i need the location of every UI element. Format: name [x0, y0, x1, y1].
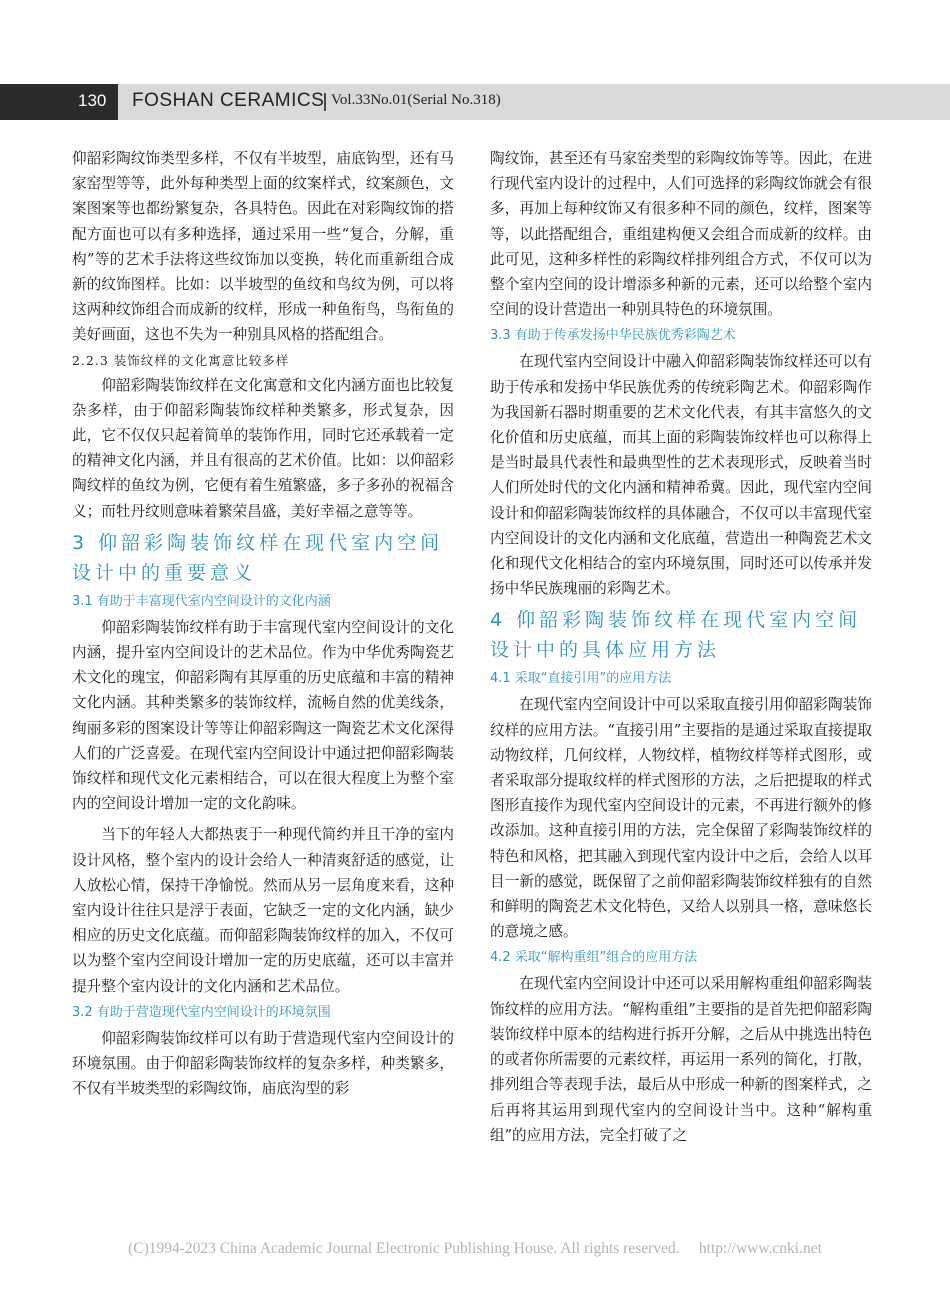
heading-4-2: 4.2 采取“解构重组”组合的应用方法 [490, 950, 698, 966]
paragraph-3-2-continued: 陶纹饰，甚至还有马家窑类型的彩陶纹饰等等。因此，在进行现代室内设计的过程中，人们可选择的彩陶纹饰就会有很多，再加上每种纹饰又有很多种不同的颜色，纹样，图案等等，以此搭配组合，重组建构便又会组合而成新的纹样。由此可见，这种多样性的彩陶纹样排列组合方式，不仅可以为整个室内空间的设计增添多种新的元素，还可以给整个室内空间的设计营造出一种别具特色的环境氛围。 [490, 150, 872, 319]
paragraph-continued: 仰韶彩陶纹饰类型多样，不仅有半坡型，庙底钩型，还有马家窑型等等，此外每种类型上面的纹案样式，纹案颜色，文案图案等也都纷繁复杂，各具特色。因此在对彩陶纹饰的搭配方面也可以有多种选择，通过采用一些“复合，分解，重构”等的艺术手法将这些纹饰加以变换，转化而重新组合成新的纹饰图样。比如：以半坡型的鱼纹和鸟纹为例，可以将这两种纹饰组合而成新的纹样，形成一种鱼衔鸟，鸟衔鱼的美好画面，这也不失为一种别具风格的搭配组合。 [72, 150, 454, 344]
copyright-text: (C)1994-2023 China Academic Journal Electronic Publishing House. All rights reserved. [128, 1240, 680, 1257]
footer-url: http://www.cnki.net [698, 1240, 822, 1257]
heading-section-3: 3 仰韶彩陶装饰纹样在现代室内空间设计中的重要意义 [72, 531, 444, 584]
journal-name: FOSHAN CERAMICS [132, 90, 325, 111]
paragraph-2-2-3: 仰韶彩陶装饰纹样在文化寓意和文化内涵方面也比较复杂多样，由于仰韶彩陶装饰纹样种类繁多，形式复杂，因此，它不仅仅只起着简单的装饰作用，同时它还承载着一定的精神文化内涵，并且有很高的艺术价值。比如：以仰韶彩陶纹样的鱼纹为例，它便有着生殖繁盛，多子多孙的祝福含义；而牡丹纹则意味着繁荣昌盛，美好幸福之意等等。 [72, 376, 454, 520]
heading-2-2-3: 2.2.3 装饰纹样的文化寓意比较多样 [72, 352, 290, 368]
paragraph-4-2: 在现代室内空间设计中还可以采用解构重组仰韶彩陶装饰纹样的应用方法。“解构重组”主要指的是首先把仰韶彩陶装饰纹样中原本的结构进行拆开分解，之后从中挑选出特色的或者你所需要的元素纹样，再运用一系列的简化，打散，排列组合等表现手法，最后从中形成一种新的图案样式，之后再将其运用到现代室内的空间设计当中。这种“解构重组”的应用方法，完全打破了之 [490, 975, 872, 1144]
heading-section-4: 4 仰韶彩陶装饰纹样在现代室内空间设计中的具体应用方法 [490, 609, 862, 662]
paragraph-3-1-a: 仰韶彩陶装饰纹样有助于丰富现代室内空间设计的文化内涵，提升室内空间设计的艺术品位。作为中华优秀陶瓷艺术文化的瑰宝，仰韶彩陶有其厚重的历史底蕴和丰富的精神文化内涵。其种类繁多的装饰纹样，流畅自然的优美线条，绚丽多彩的图案设计等等让仰韶彩陶这一陶瓷艺术文化深得人们的广泛喜爱。在现代室内空间设计中通过把仰韶彩陶装饰纹样和现代文化元素相结合，可以在很大程度上为整个室内的空间设计增加一定的文化韵味。 [72, 618, 454, 813]
copyright-footer [0, 1240, 950, 1258]
heading-4-1: 4.1 采取“直接引用”的应用方法 [490, 671, 672, 687]
left-column [72, 146, 454, 1102]
issue-info: Vol.33No.01(Serial No.318) [331, 92, 501, 108]
paragraph-3-2: 仰韶彩陶装饰纹样可以有助于营造现代室内空间设计的环境氛围。由于仰韶彩陶装饰纹样的复杂多样，种类繁多，不仅有半坡类型的彩陶纹饰，庙底沟型的彩 [72, 1029, 454, 1098]
page-number: 130 [78, 91, 107, 110]
paragraph-3-1-b: 当下的年轻人大都热衷于一种现代简约并且干净的室内设计风格，整个室内的设计会给人一种清爽舒适的感觉，让人放松心情，保持干净愉悦。然而从另一层角度来看，这种室内设计往往只是浮于表面，它缺乏一定的文化内涵，缺少相应的历史文化底蕴。而仰韶彩陶装饰纹样的加入，不仅可以为整个室内空间设计增加一定的历史底蕴，还可以丰富并提升整个室内设计的文化内涵和艺术品位。 [72, 826, 454, 995]
heading-3-1: 3.1 有助于丰富现代室内空间设计的文化内涵 [72, 593, 331, 609]
paragraph-4-1: 在现代室内空间设计中可以采取直接引用仰韶彩陶装饰纹样的应用方法。“直接引用”主要指的是通过采取直接提取动物纹样，几何纹样，人物纹样，植物纹样等样式图形，或者采取部分提取纹样的样式图形的方法，之后把提取的样式图形直接作为现代室内空间设计的元素，不再进行额外的修改添加。这种直接引用的方法，完全保留了彩陶装饰纹样的特色和风格，把其融入到现代室内设计中之后，会给人以耳目一新的感觉，既保留了之前仰韶彩陶装饰纹样独有的自然和鲜明的陶瓷艺术文化特色，又给人以别具一格，意味悠长的意境之感。 [490, 696, 872, 941]
header-divider [324, 93, 326, 111]
heading-3-2: 3.2 有助于营造现代室内空间设计的环境氛围 [72, 1004, 331, 1020]
page-number-box [0, 84, 118, 120]
running-header [0, 84, 950, 120]
heading-3-3: 3.3 有助于传承发扬中华民族优秀彩陶艺术 [490, 328, 736, 344]
paragraph-3-3: 在现代室内空间设计中融入仰韶彩陶装饰纹样还可以有助于传承和发扬中华民族优秀的传统彩陶艺术。仰韶彩陶作为我国新石器时期重要的艺术文化代表，有其丰富悠久的文化价值和历史底蕴，而其上面的彩陶装饰纹样也可以称得上是当时最具代表性和最典型性的艺术表现形式，反映着当时人们所处时代的文化内涵和精神希冀。因此，现代室内空间设计和仰韶彩陶装饰纹样的具体融合，不仅可以丰富现代室内空间设计的文化内涵和文化底蕴，营造出一种陶瓷艺术文化和现代文化相结合的室内环境氛围，同时还可以传承并发扬中华民族瑰丽的彩陶艺术。 [490, 353, 872, 598]
right-column [490, 146, 872, 1148]
